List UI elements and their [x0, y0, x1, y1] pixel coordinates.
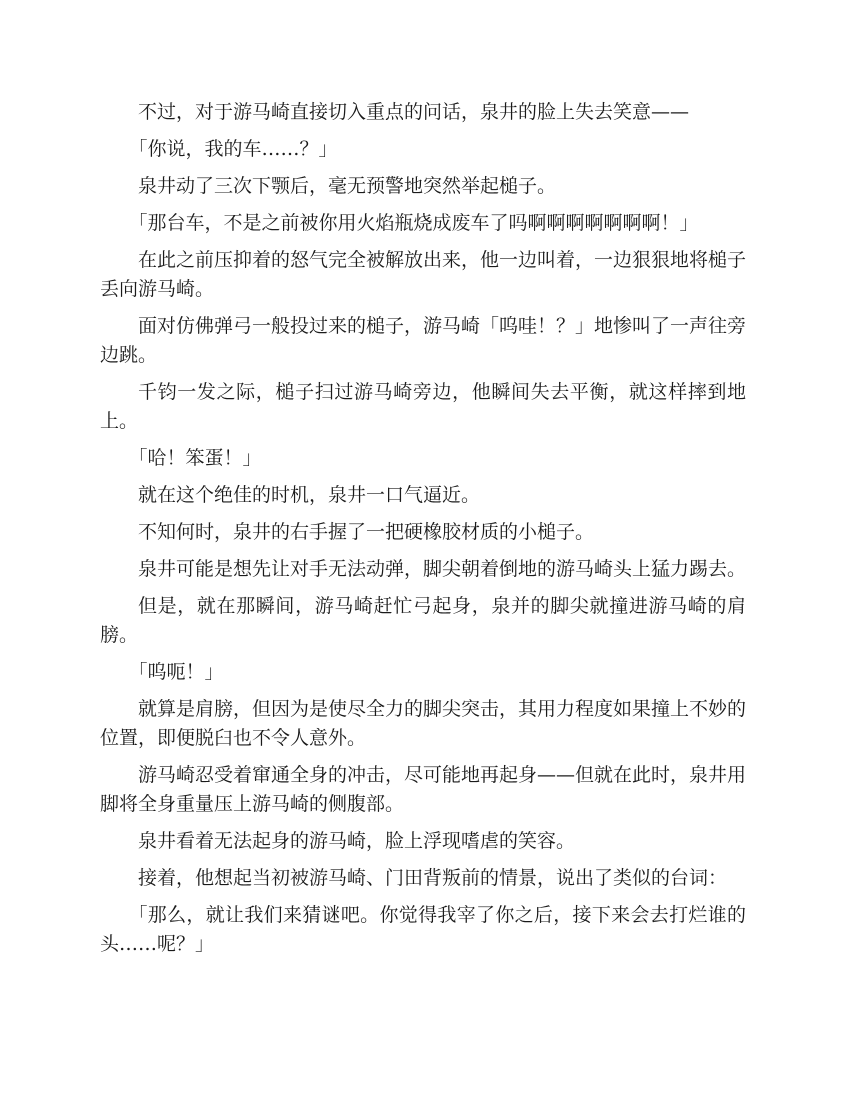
text-body	[100, 98, 746, 967]
paragraph-2: 「你说，我的车……？」	[128, 138, 338, 160]
paragraph-13: 「呜呃！」	[128, 661, 224, 683]
paragraph-1: 不过，对于游马崎直接切入重点的问话，泉井的脸上失去笑意——	[138, 101, 690, 123]
paragraph-18: 「那么，就让我们来猜谜吧。你觉得我宰了你之后，接下来会去打烂谁的头……呢？」	[100, 904, 746, 955]
paragraph-8: 「哈！笨蛋！」	[128, 447, 262, 469]
paragraph-16: 泉井看着无法起身的游马崎，脸上浮现嗜虐的笑容。	[138, 830, 576, 852]
paragraph-9: 就在这个绝佳的时机，泉井一口气逼近。	[138, 484, 481, 506]
paragraph-11: 泉井可能是想先让对手无法动弹，脚尖朝着倒地的游马崎头上猛力踢去。	[138, 558, 747, 580]
paragraph-14: 就算是肩膀，但因为是使尽全力的脚尖突击，其用力程度如果撞上不妙的位置，即便脱臼也不令人意外。	[100, 698, 747, 749]
paragraph-4: 「那台车，不是之前被你用火焰瓶烧成废车了吗啊啊啊啊啊啊啊！」	[128, 212, 699, 234]
paragraph-6: 面对仿佛弹弓一般投过来的槌子，游马崎「呜哇！？」地惨叫了一声往旁边跳。	[100, 315, 747, 366]
paragraph-15: 游马崎忍受着窜通全身的冲击，尽可能地再起身——但就在此时，泉井用脚将全身重量压上游马崎的侧腹部。	[100, 764, 747, 815]
paragraph-5: 在此之前压抑着的怒气完全被解放出来，他一边叫着，一边狠狠地将槌子丢向游马崎。	[100, 249, 747, 300]
paragraph-7: 千钧一发之际，槌子扫过游马崎旁边，他瞬间失去平衡，就这样摔到地上。	[100, 381, 746, 432]
paragraph-12: 但是，就在那瞬间，游马崎赶忙弓起身，泉并的脚尖就撞进游马崎的肩膀。	[100, 595, 746, 646]
paragraph-17: 接着，他想起当初被游马崎、门田背叛前的情景，说出了类似的台词：	[138, 867, 728, 889]
paragraph-3: 泉井动了三次下颚后，毫无预警地突然举起槌子。	[138, 175, 557, 197]
paragraph-10: 不知何时，泉井的右手握了一把硬橡胶材质的小槌子。	[138, 521, 595, 543]
